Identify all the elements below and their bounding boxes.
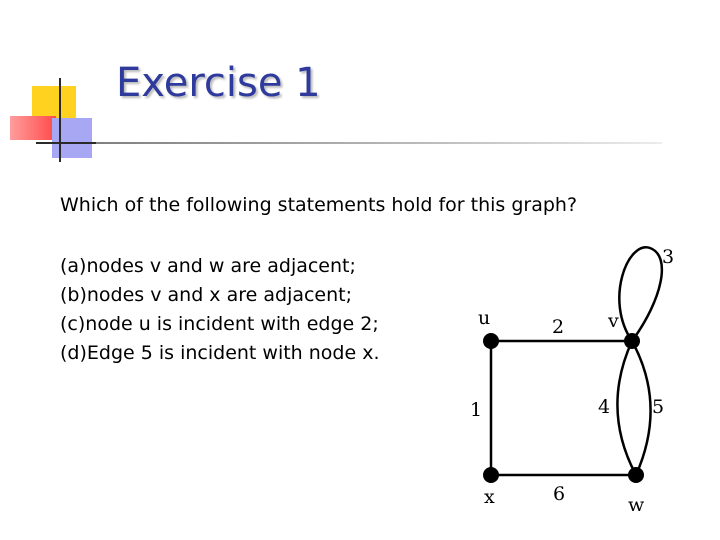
edge-4	[617, 341, 636, 475]
node-u-label: u	[478, 307, 491, 329]
node-x	[483, 467, 499, 483]
question-text: Which of the following statements hold for this graph?	[60, 194, 578, 216]
edge-2-label: 2	[552, 316, 565, 338]
option-c: (c)node u is incident with edge 2;	[60, 313, 379, 335]
option-d: (d)Edge 5 is incident with node x.	[60, 342, 380, 364]
node-w	[628, 467, 644, 483]
option-a: (a)nodes v and w are adjacent;	[60, 255, 356, 277]
option-b: (b)nodes v and x are adjacent;	[60, 284, 353, 306]
node-v-label: v	[608, 310, 619, 332]
node-u	[483, 333, 499, 349]
slide-title: Exercise 1	[116, 60, 321, 106]
edge-3-label: 3	[662, 246, 675, 268]
node-x-label: x	[484, 486, 495, 508]
edge-4-label: 4	[598, 396, 611, 418]
edge-1-label: 1	[470, 399, 483, 421]
edge-5-label: 5	[652, 396, 665, 418]
edge-3	[619, 247, 662, 341]
edge-5	[632, 341, 651, 475]
node-v	[624, 333, 640, 349]
edge-6-label: 6	[553, 483, 566, 505]
node-w-label: w	[628, 494, 645, 516]
